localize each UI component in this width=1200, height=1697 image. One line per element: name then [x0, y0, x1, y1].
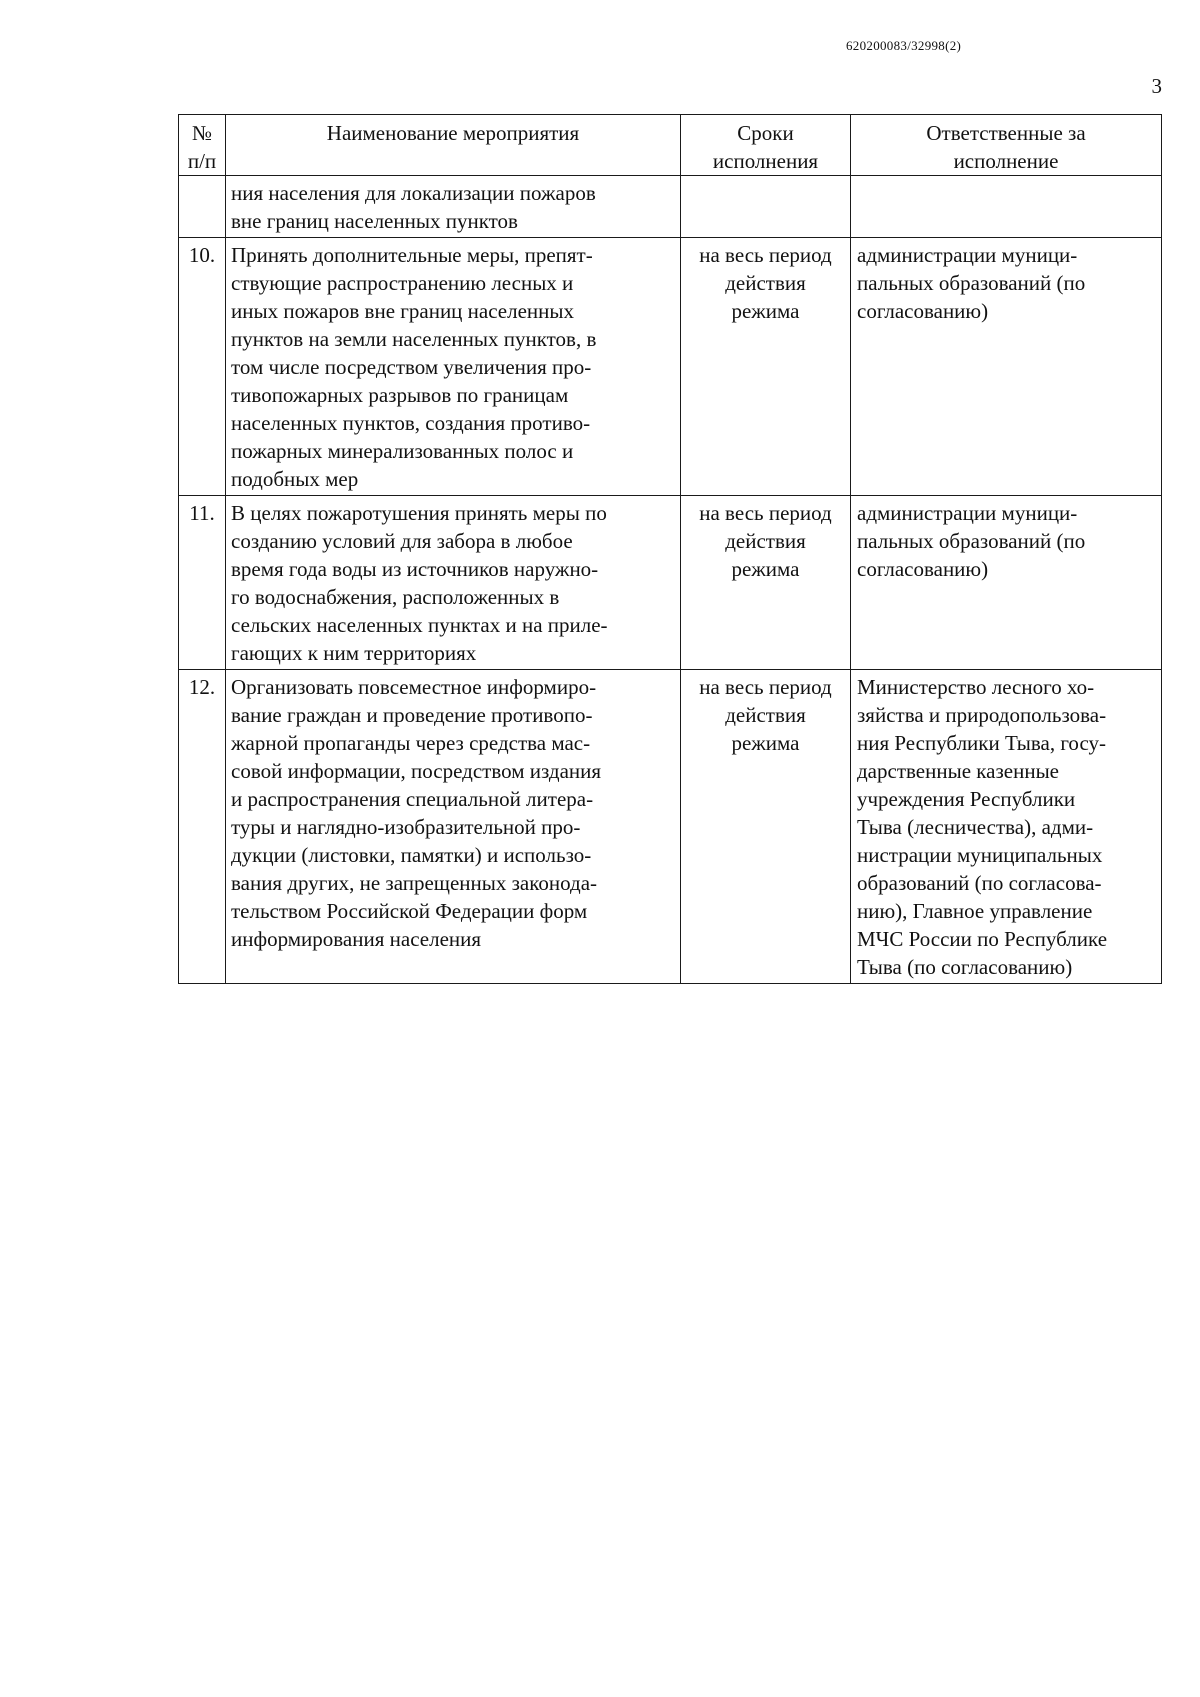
row-number: 12. — [188, 675, 216, 699]
row-number: 10. — [188, 243, 216, 267]
deadline-cell — [681, 496, 851, 670]
deadline: на весь период действия режима — [699, 501, 832, 581]
header-number-label: № п/п — [187, 121, 217, 173]
measure-name-cell — [226, 176, 681, 238]
measure-name: ния населения для локализации пожаров вне границ населенных пунктов — [231, 181, 596, 233]
responsible: администрации муници- пальных образований (по согласованию) — [857, 501, 1086, 581]
measure-name-cell — [226, 670, 681, 984]
row-number-cell — [179, 670, 226, 984]
deadline-cell — [681, 670, 851, 984]
responsible-cell — [851, 238, 1162, 496]
page-number: 3 — [1151, 74, 1162, 98]
row-number: 11. — [189, 501, 215, 525]
header-responsible — [851, 115, 1162, 176]
measure-name: Организовать повсеместное информиро- вание граждан и проведение противопо- жарной пропаганды через средства мас- совой информации, посредством издания и распространения специальной литера- туры и наглядно-изобразительной про- дукции (листовки, памятки) и использо- вания других, не запрещенных законода- тельством Российской Федерации форм информирования населения — [231, 675, 602, 951]
deadline — [681, 176, 850, 181]
header-deadline — [681, 115, 851, 176]
header-measure-name — [226, 115, 681, 176]
responsible: администрации муници- пальных образований (по согласованию) — [857, 243, 1086, 323]
header-measure-name-label: Наименование мероприятия — [326, 121, 580, 145]
responsible-cell — [851, 176, 1162, 238]
measure-name: Принять дополнительные меры, препят- ствующие распространению лесных и иных пожаров вне границ населенных пунктов на земли населенных пунктов, в том числе посредством увеличения про- тивопожарных разрывов по границам населенных пунктов, создания противо- пожарных минерализованных полос и подобных мер — [231, 243, 597, 491]
measure-name-cell — [226, 238, 681, 496]
row-number — [179, 176, 225, 181]
deadline-cell — [681, 238, 851, 496]
header-responsible-label: Ответственные за исполнение — [926, 121, 1086, 173]
deadline: на весь период действия режима — [699, 243, 832, 323]
row-number-cell — [179, 496, 226, 670]
measure-name-cell — [226, 496, 681, 670]
deadline: на весь период действия режима — [699, 675, 832, 755]
responsible-cell — [851, 670, 1162, 984]
responsible: Министерство лесного хо- зяйства и природопользова- ния Республики Тыва, госу- дарственные казенные учреждения Республики Тыва (лесничества), адми- нистрации муниципальных образований (по согласова- нию), Главное управление МЧС России по Республике Тыва (по согласованию) — [857, 675, 1108, 979]
document-id: 620200083/32998(2) — [846, 38, 962, 53]
table-row — [179, 496, 1162, 670]
measure-name: В целях пожаротушения принять меры по созданию условий для забора в любое время года воды из источников наружно- го водоснабжения, расположенных в сельских населенных пунктах и на приле- гающих к ним территориях — [231, 501, 608, 665]
responsible-cell — [851, 496, 1162, 670]
responsible — [851, 176, 1161, 181]
header-number — [179, 115, 226, 176]
row-number-cell — [179, 176, 226, 238]
table-row — [179, 176, 1162, 238]
table-row — [179, 670, 1162, 984]
row-number-cell — [179, 238, 226, 496]
header-deadline-label: Сроки исполнения — [712, 121, 819, 173]
table-row — [179, 238, 1162, 496]
table-header-row — [179, 115, 1162, 176]
measures-table — [178, 114, 1162, 984]
deadline-cell — [681, 176, 851, 238]
